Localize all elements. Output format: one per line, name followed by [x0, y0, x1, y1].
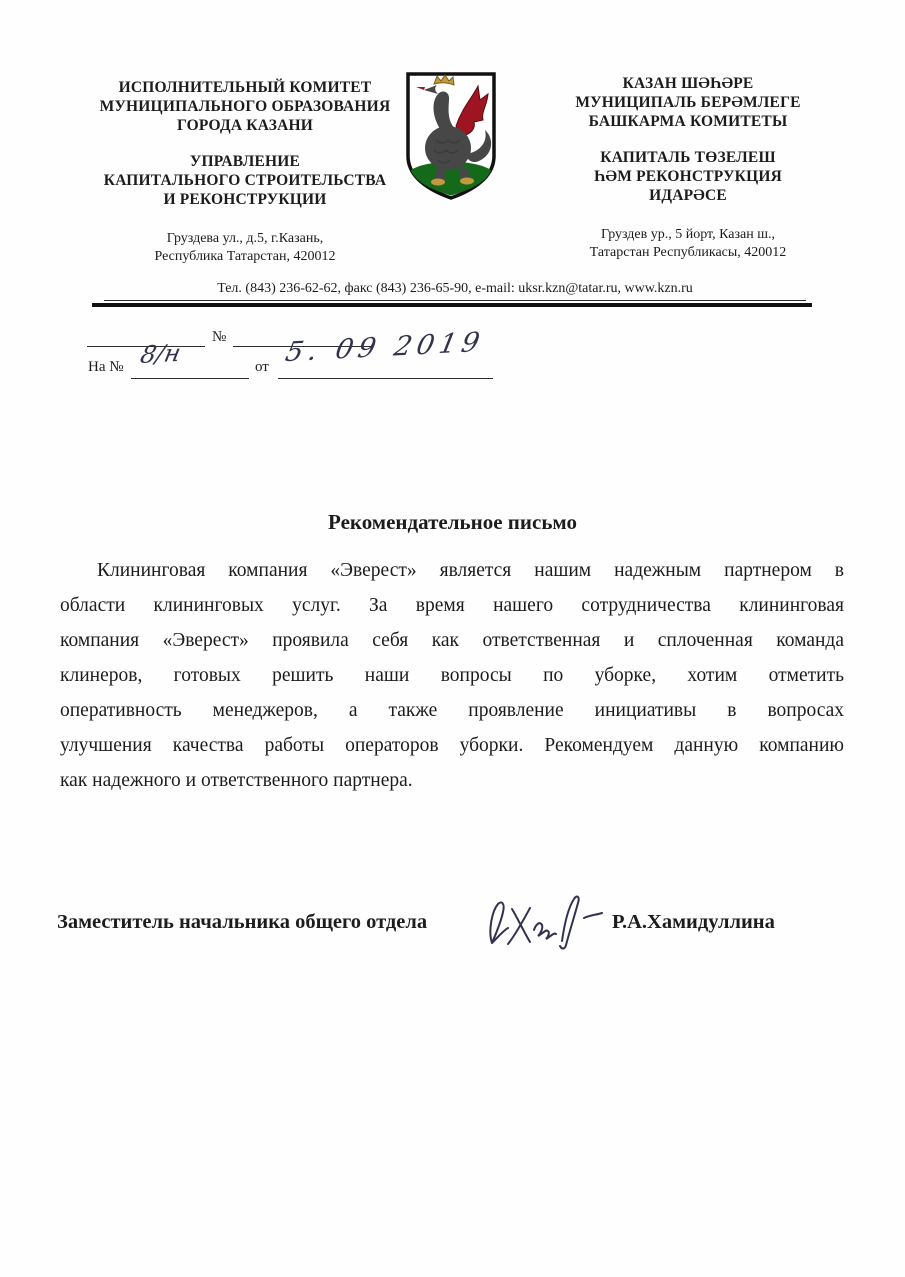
kazan-coat-of-arms-icon	[404, 70, 498, 202]
incoming-number-line	[131, 378, 249, 379]
letterhead-divider-rule	[92, 303, 812, 307]
handwritten-signature	[483, 891, 605, 958]
handwritten-incoming-date: 5. 09 2019	[282, 326, 488, 369]
org-name-line: КАЗАН ШӘҺӘРЕ	[622, 75, 754, 92]
department-line: КАПИТАЛЬ ТӨЗЕЛЕШ	[600, 149, 776, 166]
org-name-line: БАШКАРМА КОМИТЕТЫ	[588, 113, 788, 130]
body-line: области клининговых услуг. За время нашего сотрудничества клининговая	[60, 595, 844, 616]
body-line: улучшения качества работы операторов уборки. Рекомендуем данную компанию	[60, 735, 844, 756]
letter-title: Рекомендательное письмо	[328, 510, 577, 534]
number-sign: №	[212, 329, 227, 345]
body-line: клинеров, готовых решить наши вопросы по уборке, хотим отметить	[60, 665, 844, 686]
spacer	[78, 135, 412, 152]
address-line: Груздева ул., д.5, г.Казань,	[166, 231, 324, 246]
department-line: ҺӘМ РЕКОНСТРУКЦИЯ	[593, 168, 783, 185]
body-line: оперативность менеджеров, а также проявление инициативы в вопросах	[60, 700, 844, 721]
body-line: как надежного и ответственного партнера.	[60, 770, 413, 791]
department-line: УПРАВЛЕНИЕ	[189, 153, 301, 170]
letterhead-right-tatar	[528, 74, 848, 262]
incoming-date-label: от	[255, 359, 269, 375]
spacer	[78, 209, 412, 230]
body-line: Клининговая компания «Эверест» является нашим надежным партнером в	[97, 560, 844, 581]
org-name-line: МУНИЦИПАЛЬНОГО ОБРАЗОВАНИЯ	[99, 98, 391, 115]
department-line: ИДАРӘСЕ	[649, 187, 727, 204]
body-line: компания «Эверест» проявила себя как ответственная и сплоченная команда	[60, 630, 844, 651]
department-line: КАПИТАЛЬНОГО СТРОИТЕЛЬСТВА	[103, 172, 387, 189]
org-name-line: ГОРОДА КАЗАНИ	[176, 117, 314, 134]
contact-line: Тел. (843) 236-62-62, факс (843) 236-65-90, e-mail: uksr.kzn@tatar.ru, www.kzn.ru	[104, 281, 806, 301]
address-line: Татарстан Республикасы, 420012	[589, 245, 787, 260]
incoming-number-label: На №	[88, 359, 124, 375]
incoming-date-line	[278, 378, 493, 379]
handwritten-incoming-number: 8/н	[138, 338, 184, 370]
spacer	[528, 131, 848, 148]
signoff-name: Р.А.Хамидуллина	[612, 911, 775, 933]
letterhead-left-russian	[78, 78, 412, 266]
org-name-line: МУНИЦИПАЛЬ БЕРӘМЛЕГЕ	[575, 94, 801, 111]
spacer	[528, 205, 848, 226]
letter-body	[60, 553, 844, 798]
department-line: И РЕКОНСТРУКЦИИ	[163, 191, 327, 208]
address-line: Республика Татарстан, 420012	[154, 249, 336, 264]
address-line: Груздев ур., 5 йорт, Казан ш.,	[600, 227, 775, 242]
org-name-line: ИСПОЛНИТЕЛЬНЫЙ КОМИТЕТ	[118, 79, 372, 96]
signoff-position-title: Заместитель начальника общего отдела	[57, 911, 428, 933]
